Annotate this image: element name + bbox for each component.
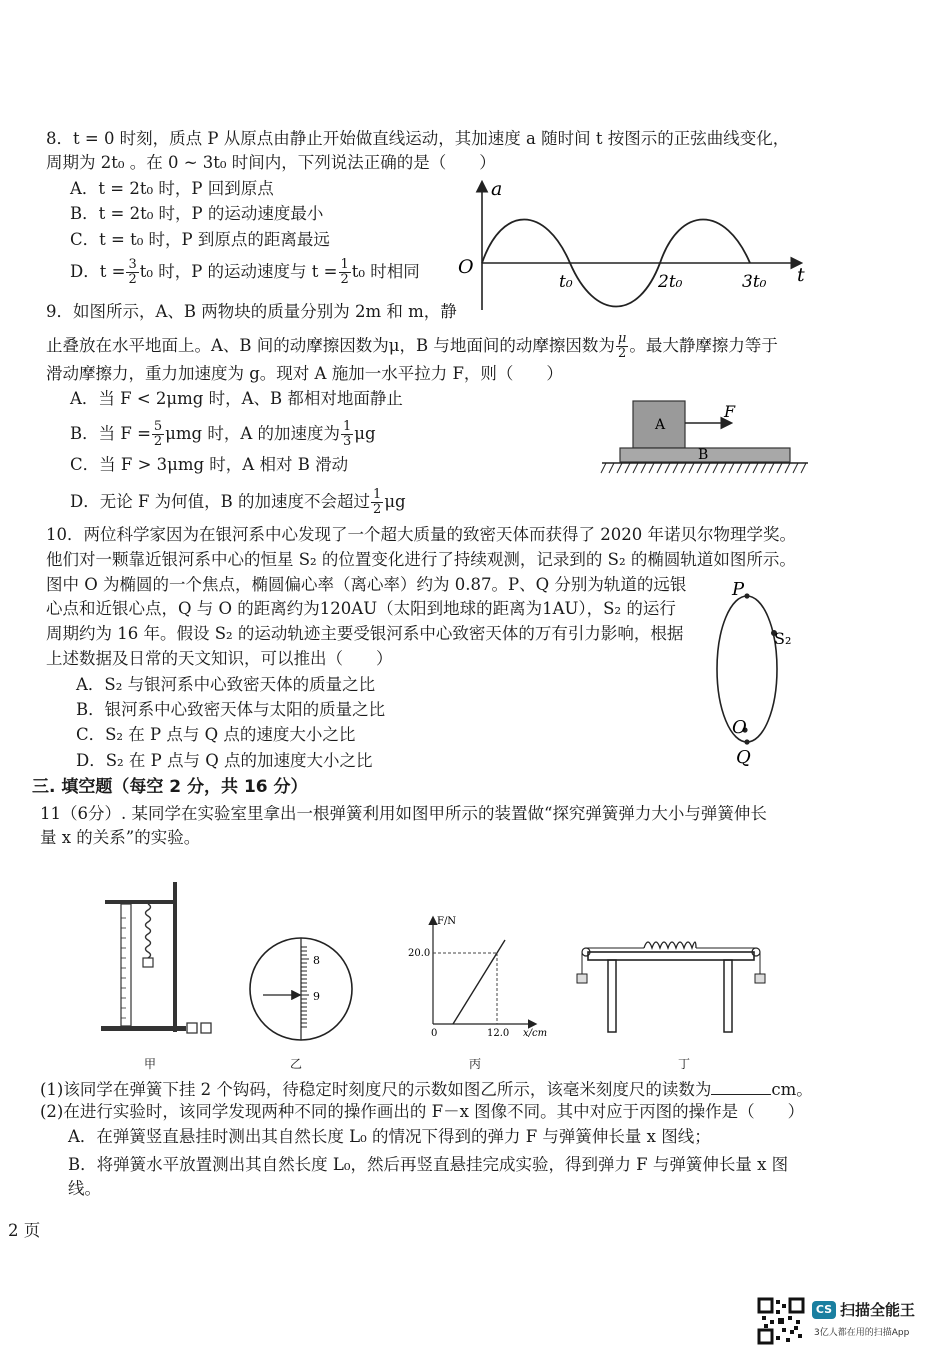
q11-part2: (2)在进行实验时，该同学发现两种不同的操作画出的 F－x 图像不同。其中对应于丙图的操作是（ ） bbox=[40, 1102, 805, 1121]
q11-figure-jia bbox=[95, 878, 225, 1038]
block-a-label: A bbox=[655, 417, 666, 433]
orbit-s2-label: S₂ bbox=[774, 629, 792, 648]
graph-t0-label: t₀ bbox=[559, 272, 573, 292]
q8-stem-line1: 8．t = 0 时刻，质点 P 从原点由静止开始做直线运动，其加速度 a 随时间 t 按图示的正弦曲线变化， bbox=[46, 129, 790, 148]
q9-option-d: D．无论 F 为何值，B 的加速度不会超过 $\frac{1}{2}$ μg bbox=[70, 487, 406, 517]
q11-line1: 11（6分）. 某同学在实验室里拿出一根弹簧利用如图甲所示的装置做“探究弹簧弹力大小与弹簧伸长 bbox=[40, 804, 767, 823]
force-f-label: F bbox=[724, 402, 736, 421]
q11-option-b-line2: 线。 bbox=[68, 1179, 101, 1198]
q9-option-b: B．当 F = $\frac{5}{2}$ μmg 时，A 的加速度为 $\frac{1}{3}$ μg bbox=[70, 419, 376, 449]
caption-bing: 丙 bbox=[469, 1057, 482, 1071]
caption-jia: 甲 bbox=[144, 1057, 157, 1071]
yi-tick-8: 8 bbox=[313, 954, 320, 967]
scanner-brand-sub: 3亿人都在用的扫描App bbox=[814, 1328, 910, 1338]
q10-line3: 图中 O 为椭圆的一个焦点，椭圆偏心率（离心率）约为 0.87。P、Q 分别为轨道的远银 bbox=[46, 575, 687, 594]
q10-option-c: C．S₂ 在 P 点与 Q 点的速度大小之比 bbox=[76, 725, 356, 744]
scanner-brand: 扫描全能王 bbox=[840, 1301, 916, 1319]
q8-option-b: B．t = 2t₀ 时，P 的运动速度最小 bbox=[70, 204, 324, 223]
graph-origin-label: O bbox=[458, 256, 474, 278]
q10-option-a: A．S₂ 与银河系中心致密天体的质量之比 bbox=[76, 675, 376, 694]
q10-option-b: B．银河系中心致密天体与太阳的质量之比 bbox=[76, 700, 386, 719]
bing-ylabel: F/N bbox=[437, 916, 457, 927]
q9-stem-line1: 9．如图所示，A、B 两物块的质量分别为 2m 和 m，静 bbox=[46, 302, 457, 321]
block-b-label: B bbox=[698, 447, 709, 463]
q11-figure-bing bbox=[405, 912, 555, 1040]
q8-option-a: A．t = 2t₀ 时，P 回到原点 bbox=[70, 179, 274, 198]
q9-option-c: C．当 F > 3μmg 时，A 相对 B 滑动 bbox=[70, 455, 349, 474]
page-number: 2 页 bbox=[8, 1221, 41, 1240]
bing-y20: 20.0 bbox=[408, 948, 431, 959]
q11-line2: 量 x 的关系”的实验。 bbox=[40, 828, 201, 847]
q11-part1: (1)该同学在弹簧下挂 2 个钩码，待稳定时刻度尺的示数如图乙所示，该毫米刻度尺的读数为 cm。 bbox=[40, 1080, 813, 1099]
q10-line5: 周期约为 16 年。假设 S₂ 的运动轨迹主要受银河系中心致密天体的万有引力影响，根据 bbox=[46, 624, 684, 643]
yi-tick-9: 9 bbox=[313, 990, 320, 1003]
q10-line2: 他们对一颗靠近银河系中心的恒星 S₂ 的位置变化进行了持续观测，记录到的 S₂ 的椭圆轨道如图所示。 bbox=[46, 550, 796, 569]
orbit-p-label: P bbox=[732, 579, 745, 600]
bing-x12: 12.0 bbox=[487, 1028, 510, 1039]
q8-option-c: C．t = t₀ 时，P 到原点的距离最远 bbox=[70, 230, 330, 249]
q11-figure-ding bbox=[572, 930, 772, 1040]
q11-option-b-line1: B．将弹簧水平放置测出其自然长度 L₀，然后再竖直悬挂完成实验，得到弹力 F 与弹簧伸长量 x 图 bbox=[68, 1155, 789, 1174]
q10-line4: 心点和近银心点，Q 与 O 的距离约为120AU（太阳到地球的距离为1AU），S₂ 的运行 bbox=[46, 599, 676, 618]
graph-a-label: a bbox=[491, 178, 503, 200]
bing-origin: 0 bbox=[431, 1028, 438, 1039]
q9-blocks-figure bbox=[600, 395, 810, 485]
q9-stem-line3: 滑动摩擦力，重力加速度为 g。现对 A 施加一水平拉力 F，则（ ） bbox=[46, 364, 563, 383]
q8-stem-line2: 周期为 2t₀ 。在 0 ~ 3t₀ 时间内，下列说法正确的是（ ） bbox=[46, 153, 496, 172]
q9-stem-line2: 止叠放在水平地面上。A、B 间的动摩擦因数为μ，B 与地面间的动摩擦因数为 $\frac{\mu}{2}$ 。最大静摩擦力等于 bbox=[46, 331, 778, 361]
graph-3t0-label: 3t₀ bbox=[742, 272, 767, 292]
q11-option-a: A．在弹簧竖直悬挂时测出其自然长度 L₀ 的情况下得到的弹力 F 与弹簧伸长量 x 图线； bbox=[68, 1127, 711, 1146]
q8-acceleration-graph bbox=[455, 175, 815, 315]
q11-figure-yi bbox=[247, 935, 357, 1045]
q10-line1: 10．两位科学家因为在银河系中心发现了一个超大质量的致密天体而获得了 2020 年诺贝尔物理学奖。 bbox=[46, 525, 796, 544]
bing-xlabel: x/cm bbox=[523, 1028, 548, 1039]
caption-yi: 乙 bbox=[290, 1057, 303, 1071]
caption-ding: 丁 bbox=[678, 1057, 691, 1071]
scanner-logo-icon: CS bbox=[812, 1301, 836, 1319]
q10-orbit-figure bbox=[710, 579, 810, 770]
graph-2t0-label: 2t₀ bbox=[658, 272, 683, 292]
answer-blank[interactable] bbox=[711, 1080, 771, 1095]
graph-t-label: t bbox=[797, 264, 805, 286]
q9-option-a: A．当 F < 2μmg 时，A、B 都相对地面静止 bbox=[70, 389, 403, 408]
q10-option-d: D．S₂ 在 P 点与 Q 点的加速度大小之比 bbox=[76, 751, 373, 770]
qr-code-icon bbox=[758, 1298, 804, 1344]
q10-line6: 上述数据及日常的天文知识，可以推出（ ） bbox=[46, 649, 393, 668]
orbit-q-label: Q bbox=[736, 747, 751, 768]
orbit-o-label: O bbox=[732, 717, 747, 738]
section-3-heading: 三. 填空题（每空 2 分，共 16 分） bbox=[32, 777, 308, 797]
q8-option-d: D．t = $\frac{3}{2}$ t₀ 时，P 的运动速度与 t = $\frac{1}{2}$ t₀ 时相同 bbox=[70, 257, 420, 287]
